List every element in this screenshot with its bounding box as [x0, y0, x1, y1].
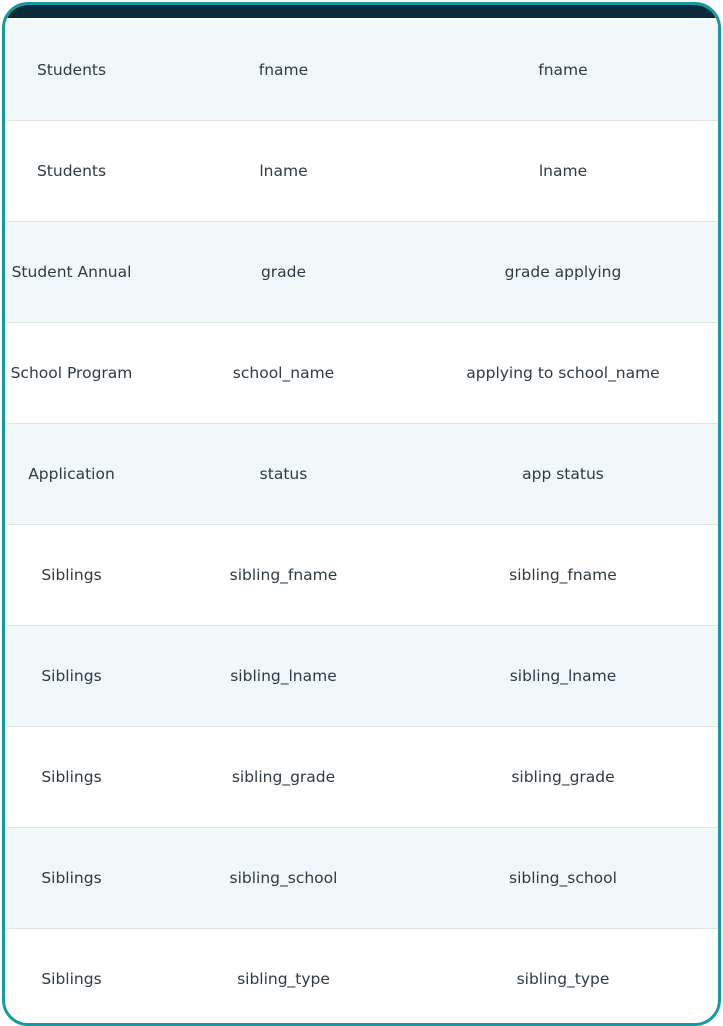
table-name-cell: Siblings: [41, 666, 102, 685]
table-name-cell: Students: [36, 161, 107, 180]
table-row: [5, 323, 718, 424]
field-name-cell: school_name: [232, 363, 335, 382]
table-row: [5, 626, 718, 727]
field-label-cell: app status: [522, 464, 604, 483]
field-label-cell: sibling_school: [509, 868, 617, 887]
field-name-cell: sibling_fname: [229, 565, 338, 584]
field-label-cell: sibling_fname: [509, 565, 617, 584]
field-name-cell: sibling_type: [237, 970, 330, 988]
table-name-cell: Siblings: [41, 868, 102, 887]
field-name-cell: grade: [260, 262, 307, 281]
table-name-cell: School Program: [10, 363, 133, 382]
table-name-cell: Siblings: [41, 767, 102, 786]
table-header-bar: [5, 5, 718, 18]
table-name-cell: Siblings: [41, 565, 102, 584]
table-row: [5, 222, 718, 323]
table-body: [5, 20, 718, 1026]
table-name-cell: Student Annual: [11, 262, 132, 281]
field-name-cell: sibling_grade: [231, 767, 336, 786]
field-name-cell: sibling_lname: [230, 666, 337, 685]
field-label-cell: sibling_grade: [511, 767, 615, 786]
field-name-cell: fname: [258, 60, 309, 79]
field-name-cell: sibling_school: [229, 868, 338, 887]
table-row: [5, 828, 718, 929]
table-row: [5, 929, 718, 1026]
field-label-cell: lname: [538, 161, 588, 180]
field-name-cell: lname: [259, 161, 308, 180]
table-row: [5, 727, 718, 828]
field-label-cell: sibling_type: [516, 970, 610, 988]
table-name-cell: Students: [36, 60, 107, 79]
table-row: [5, 121, 718, 222]
table-row: [5, 424, 718, 525]
table-name-cell: Siblings: [41, 970, 102, 988]
table-row: [5, 20, 718, 121]
table-row: [5, 525, 718, 626]
field-name-cell: status: [259, 464, 308, 483]
field-label-cell: sibling_lname: [509, 666, 617, 685]
field-label-cell: fname: [538, 60, 588, 79]
table-card: [2, 2, 721, 1026]
table-name-cell: Application: [28, 464, 115, 483]
field-label-cell: grade applying: [504, 262, 622, 281]
field-label-cell: applying to school_name: [466, 363, 660, 382]
